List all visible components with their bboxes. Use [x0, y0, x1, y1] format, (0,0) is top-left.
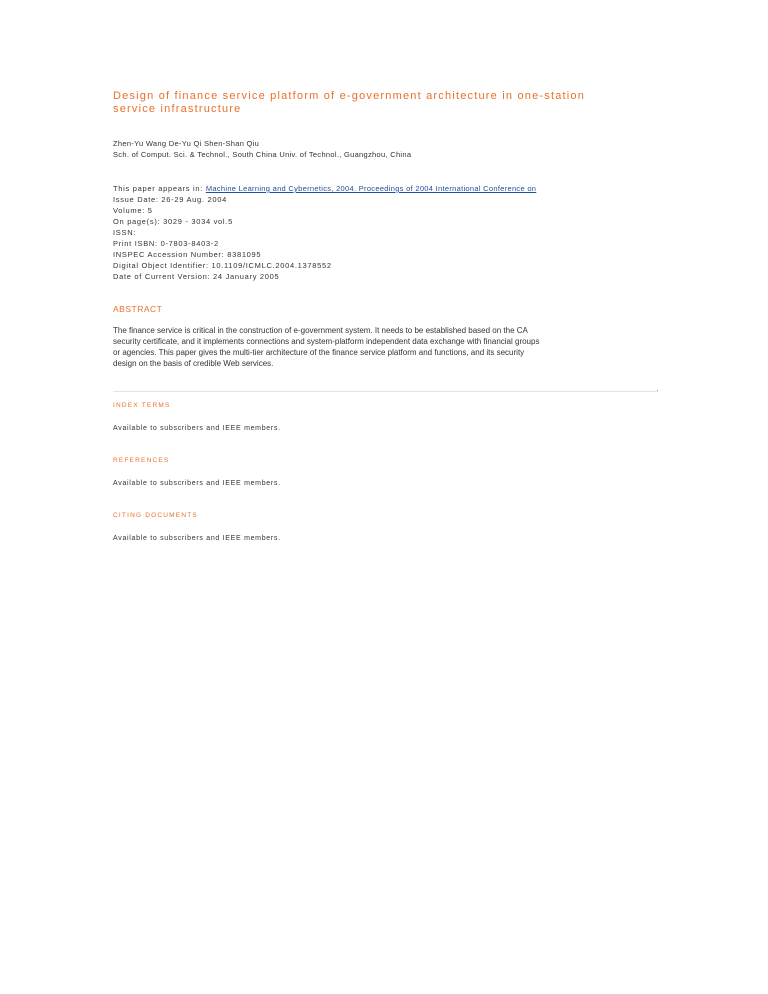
appears-in	[113, 183, 658, 194]
volume: Volume: 5	[113, 206, 153, 215]
index-terms-heading: INDEX TERMS	[113, 402, 171, 409]
abstract-line: design on the basis of credible Web services.	[113, 359, 274, 368]
abstract-heading: ABSTRACT	[113, 304, 163, 314]
current-version-date: Date of Current Version: 24 January 2005	[113, 272, 280, 281]
print-isbn: Print ISBN: 0-7803-8403-2	[113, 239, 219, 248]
citing-documents-text: Available to subscribers and IEEE members.	[113, 535, 281, 542]
paper-title	[113, 90, 658, 116]
conference-link[interactable]: Machine Learning and Cybernetics, 2004. Proceedings of 2004 International Conference on	[205, 184, 537, 193]
inspec-number: INSPEC Accession Number: 8381095	[113, 250, 262, 259]
author-block	[113, 138, 658, 160]
abstract-line: The finance service is critical in the construction of e-government system. It needs to be established based on the CA	[113, 326, 528, 335]
abstract-text	[113, 325, 658, 369]
publication-meta	[113, 183, 658, 282]
title-line: Design of finance service platform of e-government architecture in one-station	[113, 90, 586, 102]
issn: ISSN:	[113, 228, 137, 237]
appears-in-label: This paper appears in:	[113, 184, 206, 193]
divider-dot	[657, 390, 658, 391]
doi: Digital Object Identifier: 10.1109/ICMLC.2004.1378552	[113, 261, 332, 270]
references-text: Available to subscribers and IEEE members.	[113, 480, 281, 487]
page-range: On page(s): 3029 - 3034 vol.5	[113, 217, 233, 226]
abstract-line: or agencies. This paper gives the multi-tier architecture of the finance service platform and functions, and its security	[113, 348, 525, 357]
references-heading: REFERENCES	[113, 457, 170, 464]
paper-page	[113, 90, 658, 543]
abstract-line: security certificate, and it implements connections and system-platform independent data exchange with financial groups	[113, 337, 540, 346]
issue-date: Issue Date: 26-29 Aug. 2004	[113, 195, 227, 204]
title-line: service infrastructure	[113, 103, 242, 115]
index-terms-text: Available to subscribers and IEEE members.	[113, 425, 281, 432]
author-names: Zhen-Yu Wang De-Yu Qi Shen-Shan Qiu	[113, 139, 260, 148]
citing-documents-heading: CITING DOCUMENTS	[113, 512, 198, 519]
author-affiliation: Sch. of Comput. Sci. & Technol., South China Univ. of Technol., Guangzhou, China	[113, 150, 412, 159]
section-divider	[113, 391, 658, 392]
